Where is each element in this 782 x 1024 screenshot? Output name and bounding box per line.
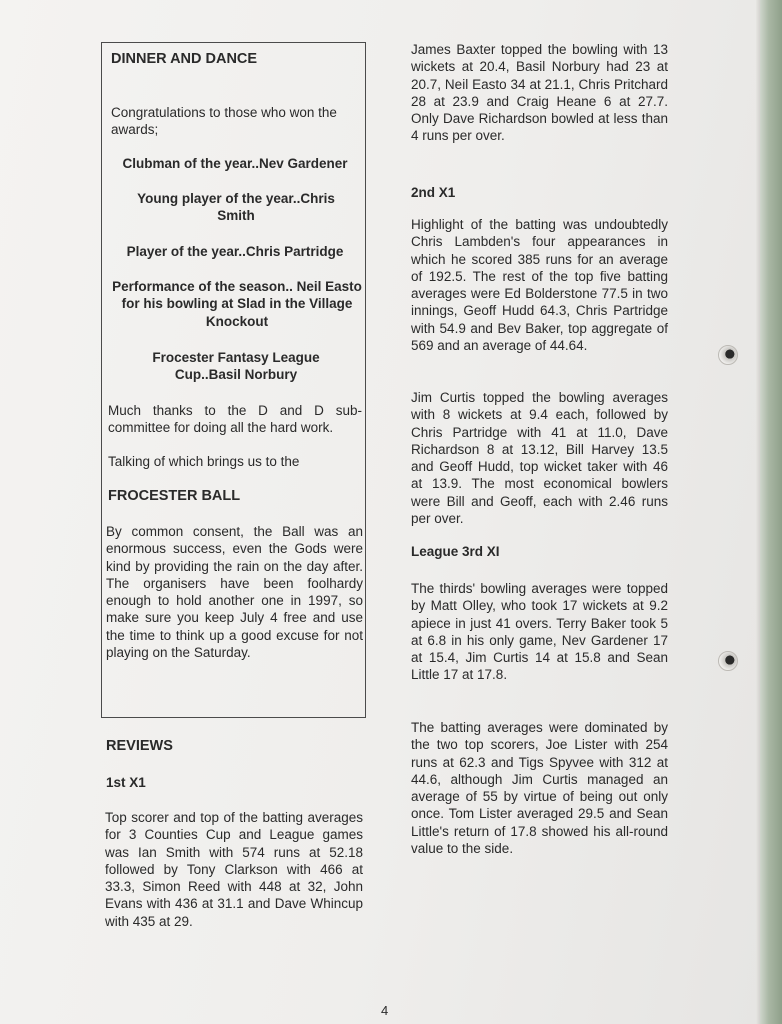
second-xi-batting-paragraph: Highlight of the batting was undoubtedly Chris Lambden's four appearances in which he scored 385 runs for an average of 192.5. The rest of the top five batting averages were Ed Bolderstone 77.5 in two innings, Geoff Hudd 64.3, Chris Partridge with 54.9 and Bev Baker, top aggregate of 569 and an average of 44.64. [411,217,668,354]
third-xi-batting-paragraph: The batting averages were dominated by the two top scorers, Joe Lister with 254 runs at 62.3 and Tigs Spyvee with 312 at 44.6, although Jim Curtis managed an average of 55 by virtue of being out only once. Tom Lister averaged 29.5 and Sean Little's return of 17.8 showed his all-round value to the side. [411,720,668,857]
dinner-dance-heading: DINNER AND DANCE [111,51,258,67]
background-edge [760,0,782,1024]
congratulations-text: Congratulations to those who won the awards; [111,105,337,138]
frocester-ball-heading: FROCESTER BALL [108,488,241,504]
first-xi-heading: 1st X1 [106,775,146,790]
reviews-heading: REVIEWS [106,738,173,754]
first-xi-paragraph: Top scorer and top of the batting averages for 3 Counties Cup and League games was Ian Smith with 574 runs at 52.18 followed by Tony Clarkson with 466 at 33.3, Simon Reed with 448 at 32, John Evans with 436 at 31.1 and Dave Whincup with 435 at 29. [105,810,363,929]
thanks-text: Much thanks to the D and D sub-committee for doing all the hard work. [108,403,362,436]
award-young-player: Young player of the year..Chris Smith [137,191,335,224]
third-xi-bowling-paragraph: The thirds' bowling averages were topped by Matt Olley, who took 17 wickets at 9.2 apiece in just 41 overs. Terry Baker took 5 at 6.8 in his only game, Nev Gardener 17 at 15.4, Jim Curtis 14 at 15.8 and Sean Little 17 at 17.8. [411,581,668,683]
third-xi-heading: League 3rd XI [411,544,500,559]
page-number: 4 [381,1003,389,1018]
punch-hole-top [718,345,738,365]
award-clubman: Clubman of the year..Nev Gardener [122,156,348,171]
talking-text: Talking of which brings us to the [108,454,300,469]
punch-hole-bottom [718,651,738,671]
second-xi-heading: 2nd X1 [411,185,456,200]
ball-paragraph: By common consent, the Ball was an enormous success, even the Gods were kind by providing the rain on the day after. The organisers have been foolhardy enough to hold another one in 1997, so make sure you keep July 4 free and use the time to think up a good excuse for not playing on the Saturday. [106,524,363,661]
second-xi-bowling-paragraph: Jim Curtis topped the bowling averages with 8 wickets at 9.4 each, followed by Chris Partridge with 41 at 11.0, Dave Richardson 8 at 13.12, Bill Harvey 13.5 and Geoff Hudd, top wicket taker with 46 at 13.9. The most economical bowlers were Bill and Geoff, each with 2.46 runs per over. [411,390,668,527]
award-performance: Performance of the season.. Neil Easto for his bowling at Slad in the Village Knockout [112,279,362,329]
first-xi-bowling-paragraph: James Baxter topped the bowling with 13 wickets at 20.4, Basil Norbury had 23 at 20.7, Neil Easto 34 at 21.1, Chris Pritchard 28 at 23.9 and Craig Heane 6 at 27.7. Only Dave Richardson bowled at less than 4 runs per over. [411,42,668,144]
award-player: Player of the year..Chris Partridge [126,244,344,259]
award-fantasy-league: Frocester Fantasy League Cup..Basil Norbury [152,350,320,383]
